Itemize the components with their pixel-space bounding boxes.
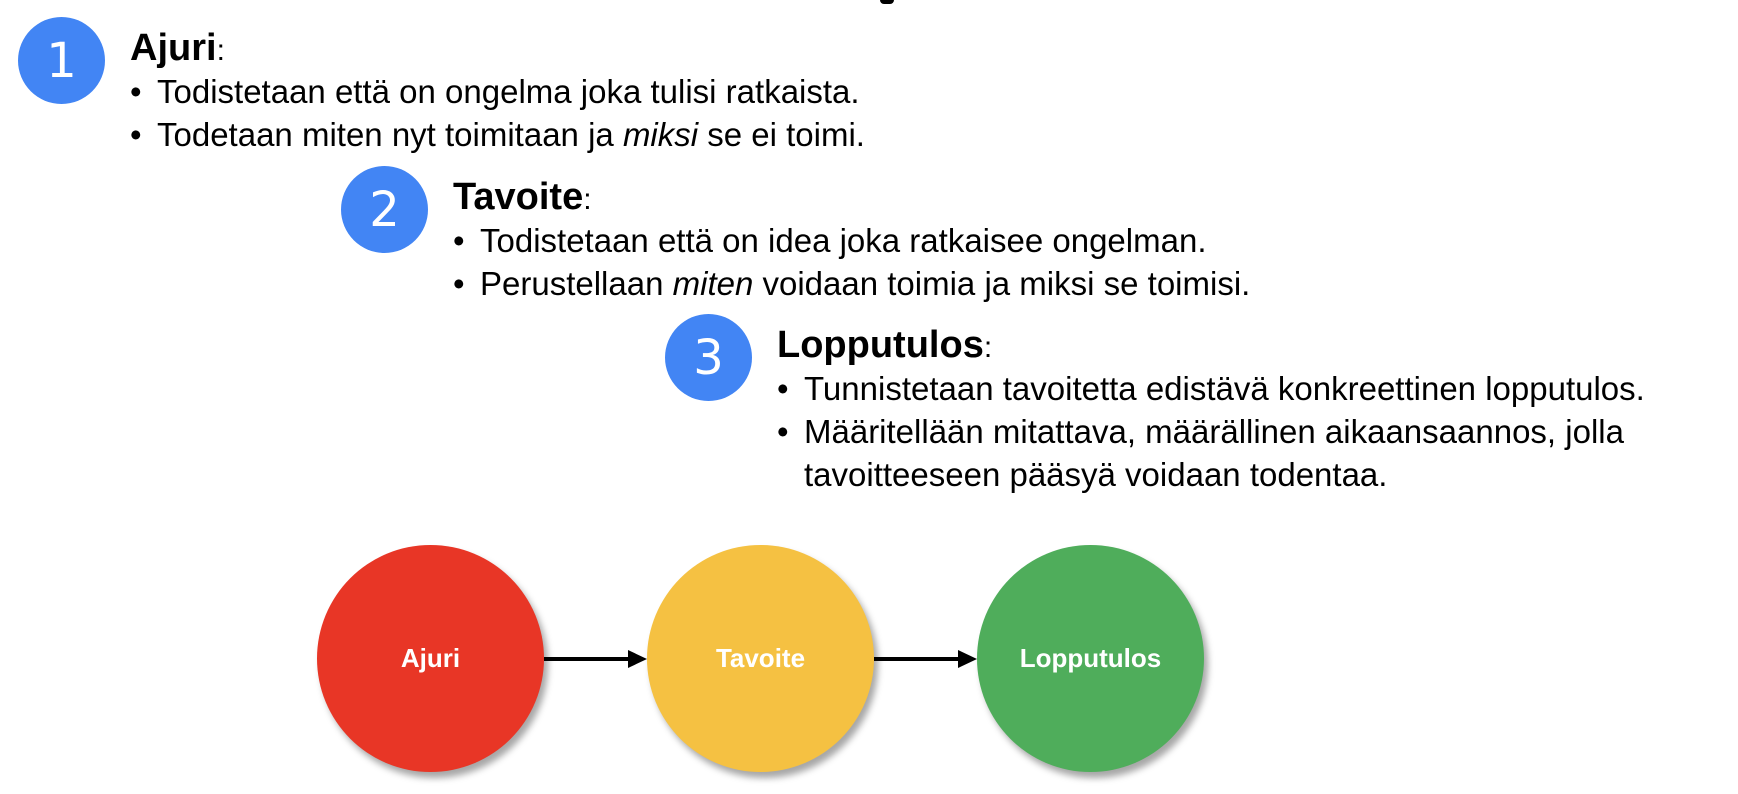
step-title-text: Tavoite [453, 176, 584, 218]
step-title-colon: : [983, 331, 993, 364]
bullet-text: Todistetaan että on idea joka ratkaisee ongelman. [480, 222, 1207, 259]
step-number-badge: 1 [18, 17, 105, 104]
arrow-goal-to-outcome [874, 650, 977, 668]
clipped-title-fragment [880, 0, 894, 4]
step-number-badge: 3 [665, 314, 752, 401]
bullet-item [130, 113, 865, 156]
step-text [453, 175, 1250, 305]
flow-node-label: Tavoite [715, 643, 806, 673]
bullet-item [777, 367, 1645, 410]
bullet-text: voidaan toimia ja miksi se toimisi. [753, 265, 1251, 302]
flow-node-goal [647, 545, 874, 772]
step-title-text: Lopputulos [777, 324, 984, 366]
flow-node-label: Lopputulos [1019, 643, 1162, 673]
bullet-text: Määritellään mitattava, määrällinen aikaansaannos, jolla [804, 413, 1624, 450]
step-title-colon: : [583, 183, 592, 216]
step-number-badge: 2 [341, 166, 428, 253]
step-bullet-list [130, 70, 865, 156]
bullet-text-continuation: tavoitteeseen pääsyä voidaan todentaa. [804, 456, 1388, 493]
bullet-text: Perustellaan [480, 265, 673, 302]
bullet-text: Todistetaan että on ongelma joka tulisi ratkaista. [157, 73, 860, 110]
step-bullet-list [453, 219, 1250, 305]
step-title [130, 26, 865, 70]
bullet-item [453, 262, 1250, 305]
step-title-colon: : [216, 34, 225, 67]
flow-node-outcome [977, 545, 1204, 772]
bullet-emphasis: miksi [622, 116, 699, 153]
bullet-item [453, 219, 1250, 262]
bullet-item [130, 70, 865, 113]
step-title [777, 323, 1645, 367]
flow-node-label: Ajuri [400, 643, 461, 673]
step-text [130, 26, 865, 156]
bullet-text: se ei toimi. [698, 116, 865, 153]
bullet-text: Tunnistetaan tavoitetta edistävä konkreettinen lopputulos. [804, 370, 1645, 407]
bullet-emphasis: miten [672, 265, 754, 302]
flow-node-driver [317, 545, 544, 772]
step-text [777, 323, 1645, 496]
bullet-text: Todetaan miten nyt toimitaan ja [157, 116, 623, 153]
arrow-driver-to-goal [544, 650, 647, 668]
bullet-item [777, 410, 1645, 496]
step-bullet-list [777, 367, 1645, 496]
step-title-text: Ajuri [130, 27, 217, 69]
step-title [453, 175, 1250, 219]
